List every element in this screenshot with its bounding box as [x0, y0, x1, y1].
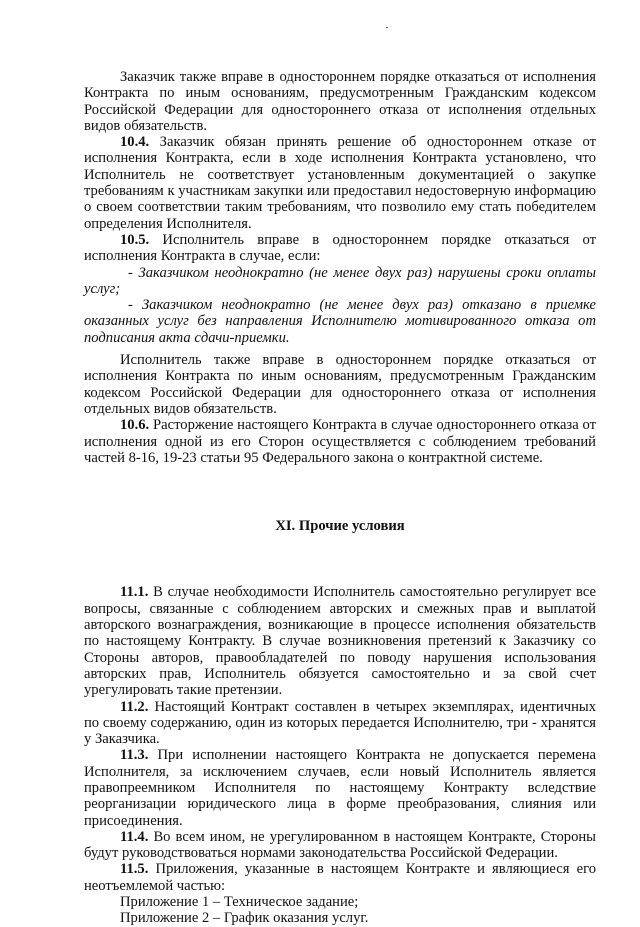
section-heading: XI. Прочие условия [275, 518, 405, 535]
clause-number: 11.4. [120, 828, 149, 845]
clause-number: 11.3. [120, 747, 149, 764]
paragraph-contractor-other-grounds: Исполнитель также вправе в одностороннем порядке отказаться от исполнения Контракта по иным основаниям, предусмотренным Гражданским кодексом Российской Федерации для одностороннего отказа от исполнения отдельных видов обязательств. [84, 352, 596, 417]
clause-11-4 [84, 829, 596, 862]
appendix-item: Приложение 2 – График оказания услуг. [120, 910, 369, 927]
clause-text: Приложения, указанные в настоящем Контракте и являющиеся его неотъемлемой частью: [84, 861, 596, 894]
bullet-item: - Заказчиком неоднократно (не менее двух раз) нарушены сроки оплаты услуг; [84, 264, 596, 297]
clause-text: Настоящий Контракт составлен в четырех экземплярах, идентичных по своему содержанию, один из которых передается Исполнителю, три - хранятся у Заказчика. [84, 698, 596, 748]
clause-number: 11.1. [120, 584, 149, 601]
clause-text: Во всем ином, не урегулированном в настоящем Контракте, Стороны будут руководствоваться нормами законодательства Российской Федерации. [84, 828, 596, 862]
clause-number: 11.5. [120, 861, 149, 878]
clause-11-3 [84, 747, 596, 828]
bullet-item: - Заказчиком неоднократно (не менее двух раз) отказано в приемке оказанных услуг без направления Исполнителю мотивированного отказа от подписания акта сдачи-приемки. [84, 297, 596, 346]
clause-text: Расторжение настоящего Контракта в случае одностороннего отказа от исполнения одной из его Сторон осуществляется с соблюдением требований частей 8-16, 19-23 статьи 95 Федерального закона о контрактной системе. [84, 417, 596, 466]
clause-10-6 [84, 417, 596, 466]
section-11 [84, 584, 596, 926]
clause-number: 10.4. [120, 134, 150, 151]
clause-number: 11.2. [120, 698, 149, 715]
paragraph-customer-other-grounds: Заказчик также вправе в одностороннем порядке отказаться от исполнения Контракта по иным основаниям, предусмотренным Гражданским кодексом Российской Федерации для одностороннего отказа от исполнения отдельных видов обязательств. [84, 69, 596, 134]
clause-text: Заказчик обязан принять решение об одностороннем отказе от исполнения Контракта, если в ходе исполнения Контракта установлено, что Исполнитель не соответствует установленным документацией о закупке требованиям к участникам закупки или предоставил недостоверную информацию о своем соответствии таким требованиям, что позволило ему стать победителем определения Исполнителя. [84, 134, 596, 232]
clause-10-5 [84, 232, 596, 265]
appendix-item: Приложение 1 – Техническое задание; [120, 894, 359, 911]
clause-11-1 [84, 584, 596, 698]
section-10-continued [84, 69, 596, 466]
clause-number: 10.6. [120, 417, 150, 434]
clause-text: В случае необходимости Исполнитель самостоятельно регулирует все вопросы, связанные с соблюдением авторских и смежных прав и выплатой авторского вознаграждения, возникающие в процессе исполнения обязательств по настоящему Контракту. В случае возникновения претензий к Заказчику со Стороны авторов, правообладателей по поводу нарушения использования авторских прав, Исполнитель обязуется самостоятельно и за свой счет урегулировать такие претензии. [84, 584, 596, 699]
clause-text: При исполнении настоящего Контракта не допускается перемена Исполнителя, за исключением случаев, если новый Исполнитель является правопреемником Исполнителя по настоящему Контракту вследствие реорганизации юридического лица в форме преобразования, слияния или присоединения. [84, 747, 596, 829]
clause-number: 10.5. [120, 231, 150, 248]
clause-text: Исполнитель вправе в одностороннем порядке отказаться от исполнения Контракта в случае, если: [84, 231, 596, 265]
clause-11-2 [84, 699, 596, 748]
clause-10-4 [84, 134, 596, 232]
clause-11-5 [84, 861, 596, 894]
